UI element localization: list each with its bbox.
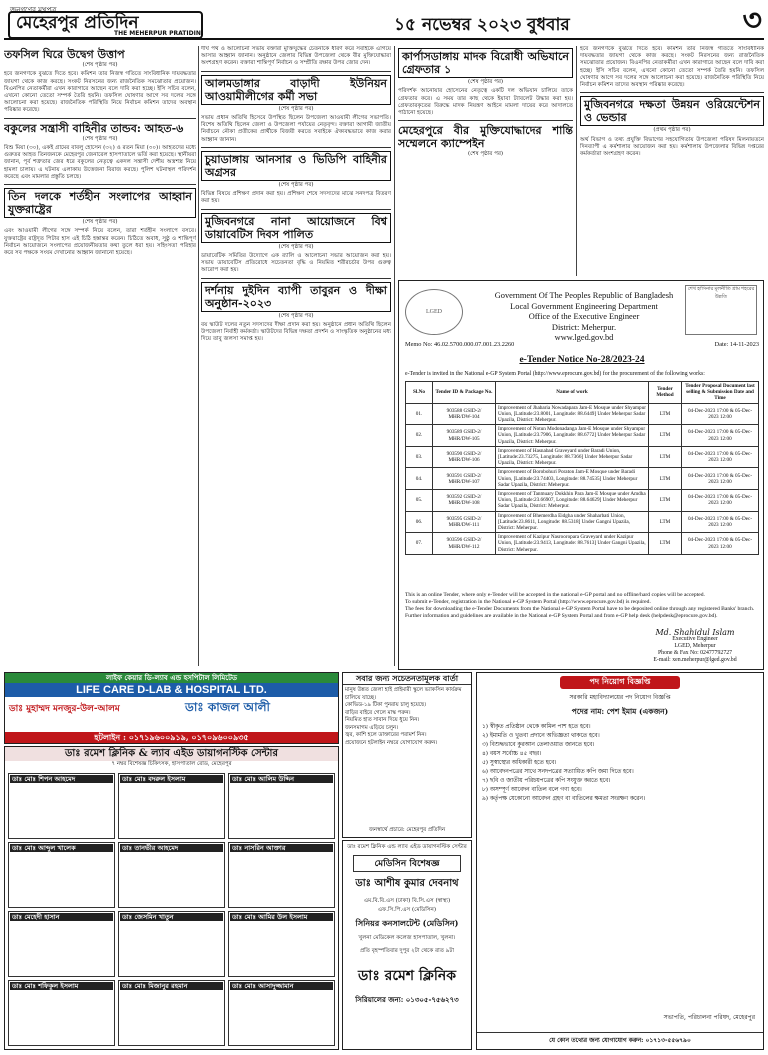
doctor-card <box>228 911 335 977</box>
job-notice: পদ নিয়োগ বিজ্ঞপ্তি সরকারি মহাবিদ্যালয়ের পদ নিয়োগ বিজ্ঞপ্তি পদের নাম: পেশ ইমাম (একজন) ১) স্বীকৃত প্রতিষ্ঠান থেকে কামিল পাশ হতে হবে। ২) ইমামতি ও খুতবা প্রদানে অভিজ্ঞতা থাকতে হবে। ৩) বিশুদ্ধভাবে কুরআন তেলাওয়াত জানতে হবে। ৪) বয়স সর্বোচ্চ ৪৫ বছর। ৫) সুস্বাস্থ্যের অধিকারী হতে হবে। ৬) আবেদনপত্রের সাথে সনদপত্রের সত্যায়িত কপি জমা দিতে হবে। ৭) ছবি ও জাতীয় পরিচয়পত্রের কপি সংযুক্ত করতে হবে। ৮) অসম্পূর্ণ আবেদন বাতিল বলে গণ্য হবে। ৯) কর্তৃপক্ষ যেকোনো আবেদন গ্রহণ বা বাতিলের ক্ষমতা সংরক্ষণ করেন। সভাপতি, পরিচালনা পরিষদ, মেহেরপুর যে কোন তথ্যের জন্য যোগাযোগ করুন: ০১৭১৩-৫৫৬৭৯০ <box>476 672 764 1050</box>
doctor-card <box>228 842 335 908</box>
table-cell: Improvement of Hasnabad Graveyard under Baradi Union, [Latitude:23.73275, Longitude: 88.7366] Under Meherpur Sadar Upazila, District: Meherpur. <box>496 446 649 468</box>
table-header: Tender Method <box>649 382 682 404</box>
notice-item: নিয়মিত হাত সাবান দিয়ে ধুয়ে নিন। <box>345 717 420 723</box>
notice-list <box>343 685 471 749</box>
table-row <box>406 446 759 468</box>
table-cell: LTM <box>649 511 682 533</box>
table-cell: 04-Dec-2023 17:00 & 05-Dec-2023 12:00 <box>682 446 759 468</box>
doctor-name: ডাঃ মেহেদী হাসান <box>10 913 113 921</box>
doctor-name: ডাঃ তানভীর আহমেদ <box>120 844 223 852</box>
continuation-note: (শেষ পৃষ্ঠার পর) <box>82 135 118 142</box>
table-cell: Improvement of Bhemerdha Eidgha under Shaharbati Union, [Latitude:23.8611, Longitude: 88.5318] Under Gangni Upazila, District: Meherpur. <box>496 511 649 533</box>
continuation-note: (শেষ পৃষ্ঠার পর) <box>278 243 314 250</box>
memo-line <box>405 341 759 348</box>
table-cell: LTM <box>649 490 682 512</box>
table-header: Tender Proposal Document last selling & Submission Date and Time <box>682 382 759 404</box>
lifecare-hospital-ad <box>4 672 339 744</box>
table-cell: 903591 GSID-2/ MHR/DW-107 <box>433 468 496 490</box>
doctor-name: ডাঃ মোঃ বদরুল ইসলাম <box>120 775 223 783</box>
table-cell: LTM <box>649 446 682 468</box>
doctor-name: ডাঃ জেসমিন খাতুন <box>120 913 223 921</box>
awareness-notice <box>342 672 472 838</box>
newspaper-name-en: THE MEHERPUR PRATIDIN <box>114 30 201 37</box>
article-body: বিশু মিয়া (৩০), একই গ্রামের বাবলু হোসেন (৩২) ও রতন মিয়া (৩০)। আহতদের মধ্যে গুরুতর আহত তিনজনকে মেহেরপুর জেনারেল হাসপাতালে ভর্তি করা হয়েছে। স্থানীয়রা জানান, পূর্ব শত্রুতার জের ধরে বকুলের নেতৃত্বে একদল সন্ত্রাসী দেশীয় অস্ত্রশস্ত্র নিয়ে হামলা চালায়। এ ঘটনায় এলাকায় উত্তেজনা বিরাজ করছে। পুলিশ ঘটনাস্থল পরিদর্শন করেছে এবং মামলার প্রস্তুতি চলছে। <box>4 145 196 180</box>
table-cell: 01. <box>406 403 433 425</box>
notice-sign: জনস্বার্থে প্রচারে: মেহেরপুর প্রতিদিন <box>368 827 446 833</box>
table-cell: LTM <box>649 425 682 447</box>
portrait-banner: শেখ হাসিনার মূলনীতি গ্রাম শহরের উন্নতি <box>685 285 757 335</box>
table-cell: 903590 GSID-2/ MHR/DW-106 <box>433 446 496 468</box>
doctor-name: ডাঃ নাসরিন আক্তার <box>230 844 333 852</box>
doctor-card <box>8 842 115 908</box>
notice-item: জনসমাগম এড়িয়ে চলুন। <box>345 724 399 731</box>
continuation-note: (শেষ পৃষ্ঠার পর) <box>278 181 314 188</box>
requirement-item: ৯) কর্তৃপক্ষ যেকোনো আবেদন গ্রহণ বা বাতিলের ক্ষমতা সংরক্ষণ করেন। <box>482 796 646 802</box>
headline: মেহেরপুরে বীর মুক্তিযোদ্ধাদের শান্তি সম্মেলনে ক্যাম্পেইন <box>398 124 573 151</box>
table-cell: 06. <box>406 511 433 533</box>
article-body: পরিদর্শক আনোয়ার হোসেনের নেতৃত্বে একটি দল অভিযান চালিয়ে তাকে গ্রেফতার করে। এ সময় তার কাছ থেকে ইয়াবা ট্যাবলেট উদ্ধার করা হয়। গ্রেফতারকৃতের বিরুদ্ধে মাদক নিয়ন্ত্রণ আইনে মামলা দায়ের করে আদালতে পাঠানো হয়েছে। <box>398 88 573 117</box>
right-top-column <box>398 46 573 276</box>
continuation-note: (প্রথম পৃষ্ঠার পর) <box>653 127 691 134</box>
table-cell: 03. <box>406 446 433 468</box>
headline: তফসিল ঘিরে উদ্বেগ উত্তাপ <box>4 48 125 61</box>
article-body: এবং আওয়ামী লীগের সঙ্গে সম্পর্ক নিয়ে বলেন, তারা শর্তহীন সংলাপে বসবে। যুক্তরাষ্ট্রের রাষ্ট্রদূত পিটার হাস এই চিঠি হস্তান্তর করেন। চিঠিতে অবাধ, সুষ্ঠু ও শান্তিপূর্ণ নির্বাচন আয়োজনে সংলাপের প্রয়োজনীয়তার কথা তুলে ধরা হয়। সহিংসতা পরিহার করে সব পক্ষকে সংযম দেখানোর আহ্বান জানানো হয়েছে। <box>4 228 196 257</box>
doctor-name: ডাঃ মোঃ আমির উল ইসলাম <box>230 913 333 921</box>
tender-terms: This is an online Tender, where only e-Tender will be accepted in the national e-GP portal and no offline/hard copies will be accepted. To submit e-Tender, registration in the National e-GP System Portal (http://www.eprocure.gov.bd) is required. The fees for downloading the e-Tender Documents from the National e-GP System Portal have to be deposited online through any registered Banks' branch. Further information and guidelines are available in the National e-GP System Portal and from e-GP help desk (helpdesk@eprocure.gov.bd). <box>405 592 755 619</box>
table-cell: 903592 GSID-2/ MHR/DW-108 <box>433 490 496 512</box>
table-cell: 04-Dec-2023 17:00 & 05-Dec-2023 12:00 <box>682 468 759 490</box>
tender-intro: e-Tender is invited in the National e-GP System Portal (http://www.eprocure.gov.bd) for the procurement of the following works: <box>405 371 705 377</box>
table-header: Name of work <box>496 382 649 404</box>
table-cell: Improvement of Kazipur Nasrooropara Graveyard under Kazipur Union, [Latitude:23.9413, Longitude: 88.7613] Under Gangni Upazila, District: Meherpur. <box>496 533 649 555</box>
doctor-card <box>228 980 335 1046</box>
table-row <box>406 468 759 490</box>
notice-item: জ্বর, কাশি হলে ডাক্তারের পরামর্শ নিন। <box>345 732 427 738</box>
requirement-item: ৪) বয়স সর্বোচ্চ ৪৫ বছর। <box>482 751 542 757</box>
table-cell: LTM <box>649 468 682 490</box>
doctor-name: ডাঃ মোঃ আসাদুজ্জামান <box>230 982 333 990</box>
article-body: হবে জনগণকে বুঝতে দিতে হবে। কমিশন তার নিজস্ব গতিতে সাংবিধানিক দায়বদ্ধতার জায়গা থেকে কাজ করছে। সংকট নিরসনের জন্য রাজনৈতিক সমঝোতার প্রয়োজন। বিএনপির নেতাকর্মীরা এখন কারাগারে আছেন বলে দাবি করা হচ্ছে। ইসি সচিব বলেন, এখনো কোনো তেতো সম্পর্ক তৈরি হয়নি। তফসিল ঘোষণার আগে সব দলের সঙ্গে আলোচনা করা হয়েছে। রাজনৈতিক পরিস্থিতি নিয়ে নির্বাচন কমিশন তাদের অবস্থান পরিষ্কার করেছে। <box>580 46 764 89</box>
table-row <box>406 490 759 512</box>
requirement-item: ৩) বিশুদ্ধভাবে কুরআন তেলাওয়াত জানতে হবে। <box>482 742 595 748</box>
signature-block: Md. Shahidul Islam Executive Engineer LGED, Meherpur Phone & Fax No: 02477792727 E-mail: xen.meherpur@lged.gov.bd <box>635 629 755 664</box>
table-cell: 903589 GSID-2/ MHR/DW-105 <box>433 425 496 447</box>
ad-address: ৭ নম্বর বিশেষজ্ঞ চিকিৎসক, হাসপাতাল রোড, মেহেরপুর <box>111 761 232 767</box>
memo-number: Memo No: 46.02.5700.000.07.001.23.2260 <box>405 341 515 348</box>
job-requirements <box>477 723 763 804</box>
continuation-note: (শেষ পৃষ্ঠার পর) <box>82 219 118 226</box>
table-cell: 903596 GSID-2/ MHR/DW-112 <box>433 533 496 555</box>
doctor-card <box>8 911 115 977</box>
table-cell: Improvement of Jhabaria Nowadapara Jam-E Mosque under Shyampur Union, [Latitude:23.8001, Longitude: 88.6449] Under Meherpur Sadar Upazila, District: Meherpur. <box>496 403 649 425</box>
headline: চুয়াডাঙ্গায় আনসার ও ভিডিপি বাহিনীর অগ্রসর <box>201 151 391 181</box>
doctor-name: ডাঃ আশীষ কুমার দেবনাথ <box>355 878 459 889</box>
continuation-note: (শেষ পৃষ্ঠার পর) <box>278 105 314 112</box>
doctor-card <box>8 773 115 839</box>
clinic-name: ডাঃ রমেশ ক্লিনিক <box>357 968 457 984</box>
headline: আলমডাঙ্গার বাড়াদী ইউনিয়ন আওয়ামীলীগের কর্মী সভা <box>201 75 391 105</box>
table-cell: 04-Dec-2023 17:00 & 05-Dec-2023 12:00 <box>682 490 759 512</box>
notice-item: মানুষ উন্নত জেলা হাই প্রাইমারী স্কুলে ভ্যাকসিন কার্যক্রম চালিয়ে যাচ্ছে। <box>345 687 462 701</box>
job-title: পদ নিয়োগ বিজ্ঞপ্তি <box>560 676 680 689</box>
middle-column <box>201 46 391 668</box>
e-tender-notice <box>398 280 764 670</box>
tender-title: e-Tender Notice No-28/2023-24 <box>519 355 645 365</box>
ad-title: লাইফ কেয়ার ডি-ল্যাব এন্ড হসপিটাল লিমিটেড <box>5 673 338 683</box>
requirement-item: ৭) ছবি ও জাতীয় পরিচয়পত্রের কপি সংযুক্ত করতে হবে। <box>482 778 611 784</box>
requirement-item: ২) ইমামতি ও খুতবা প্রদানে অভিজ্ঞতা থাকতে হবে। <box>482 733 600 739</box>
notice-title: সবার জন্য সচেতনতামূলক বার্তা <box>343 673 471 685</box>
ramesh-clinic-ad <box>4 746 339 1050</box>
requirement-item: ৬) আবেদনপত্রের সাথে সনদপত্রের সত্যায়িত কপি জমা দিতে হবে। <box>482 769 634 775</box>
hotline: হটলাইন : ০১৭১৯৬০০৯১৯, ০১৭০৯৬০০৯৩৫ <box>5 732 338 743</box>
article-body: বিভিন্ন বিষয়ে প্রশিক্ষণ প্রদান করা হয়। প্রশিক্ষণ শেষে সদস্যদের মাঝে সনদপত্র বিতরণ করা হয়। <box>201 191 391 205</box>
table-cell: Improvement of Notun Modonadanga Jam-E Mosque under Shyampur Union, [Latitude:23.7906, Longitude: 88.6772] Under Meherpur Sadar Upazila, District: Meherpur. <box>496 425 649 447</box>
doctor-card <box>118 980 225 1046</box>
doctor-name: ডাঃ কাজল আলী <box>185 700 270 714</box>
doctor-name: ডাঃ মোঃ আব্দুল খালেক <box>10 844 113 852</box>
doctor-card <box>118 842 225 908</box>
left-column <box>4 46 196 668</box>
post-name: পদের নাম: পেশ ইমাম (একজন) <box>571 707 669 716</box>
job-sign: সভাপতি, পরিচালনা পরিষদ, মেহেরপুর <box>663 1014 755 1021</box>
notice-item: কোভিড-১৯ টিকা পুনরায় চালু হয়েছে। <box>345 702 427 708</box>
article-body: দীর্ঘ পথ ও আলোচনা সভায় বক্তারা মুক্তিযুদ্ধের চেতনাকে ধারণ করে সবাইকে এগিয়ে আসার আহ্বান জানান। অনুষ্ঠানে জেলার বিভিন্ন উপজেলা থেকে বীর মুক্তিযোদ্ধারা অংশগ্রহণ করেন। বক্তারা শান্তিপূর্ণ নির্বাচন ও সম্প্রীতি রক্ষার উপর জোর দেন। <box>201 46 391 67</box>
newspaper-logo: মেহেরপুর প্রতিদিন <box>8 11 203 39</box>
headline: মুজিবনগরে নানা আয়োজনে বিশ্ব ডায়াবেটিস দিবস পালিত <box>201 213 391 243</box>
requirement-item: ১) স্বীকৃত প্রতিষ্ঠান থেকে কামিল পাশ হতে হবে। <box>482 724 591 730</box>
notice-item: প্রয়োজনে হটলাইন নম্বরে যোগাযোগ করুন। <box>345 739 438 746</box>
table-cell: 04-Dec-2023 17:00 & 05-Dec-2023 12:00 <box>682 533 759 555</box>
article-body: হবে জনগণকে বুঝতে দিতে হবে। কমিশন তার নিজস্ব গতিতে সাংবিধানিক দায়বদ্ধতার জায়গা থেকে কাজ করছে। সংকট নিরসনের জন্য রাজনৈতিক সমঝোতার প্রয়োজন। বিএনপির নেতাকর্মীরা এখন কারাগারে আছেন বলে দাবি করা হচ্ছে। ইসি সচিব বলেন, এখনো কোনো তেতো সম্পর্ক তৈরি হয়নি। তফসিল ঘোষণার আগে সব দলের সঙ্গে আলোচনা করা হয়েছে। রাজনৈতিক পরিস্থিতি নিয়ে নির্বাচন কমিশন তাদের অবস্থান পরিষ্কার করেছে। <box>4 71 196 114</box>
headline: কার্পাসডাঙ্গায় মাদক বিরোধী অভিযানে গ্রেফতার ১ <box>398 48 573 78</box>
table-cell: 04-Dec-2023 17:00 & 05-Dec-2023 12:00 <box>682 511 759 533</box>
masthead <box>4 4 764 40</box>
requirement-item: ৮) অসম্পূর্ণ আবেদন বাতিল বলে গণ্য হবে। <box>482 787 582 793</box>
table-cell: 04-Dec-2023 17:00 & 05-Dec-2023 12:00 <box>682 425 759 447</box>
article-body: সভায় প্রধান অতিথি হিসেবে উপস্থিত ছিলেন উপজেলা আওয়ামী লীগের সভাপতি। বিশেষ অতিথি ছিলেন জেলা ও উপজেলা পর্যায়ের নেতৃবৃন্দ। বক্তারা আগামী জাতীয় নির্বাচনে নৌকা প্রতীকের প্রার্থীকে বিজয়ী করতে সবাইকে ঐক্যবদ্ধভাবে কাজ করার আহ্বান জানান। <box>201 115 391 143</box>
continuation-note: (শেষ পৃষ্ঠার পর) <box>467 79 503 85</box>
table-header: Sl.No <box>406 382 433 404</box>
ad-title: ডাঃ রমেশ ক্লিনিক & ল্যাব এইড ডায়াগনস্টিক সেন্টার <box>5 747 338 761</box>
table-cell: Improvement of Borobohuri Poraton Jam-E Mosque under Baradi Union, [Latitude:23.74403, Longitude: 88.74535] Under Meherpur Sadar Upazila, District: Meherpur. <box>496 468 649 490</box>
table-cell: LTM <box>649 403 682 425</box>
issue-date: ১৫ নভেম্বর ২০২৩ বুধবার <box>394 15 570 35</box>
table-cell: 04-Dec-2023 17:00 & 05-Dec-2023 12:00 <box>682 403 759 425</box>
table-row <box>406 511 759 533</box>
signature-name: Md. Shahidul Islam <box>655 628 735 637</box>
headline: দর্শনায় দুইদিন ব্যাপী তাবুরন ও দীক্ষা অনুষ্ঠান-২০২৩ <box>201 282 391 312</box>
right-top-column-2 <box>580 46 764 276</box>
doctor-card <box>118 911 225 977</box>
table-row <box>406 425 759 447</box>
masthead-tagline: জনগণের মুখপত্র <box>10 6 57 14</box>
headline: বকুলের সন্ত্রাসী বাহিনীর তান্ডব: আহত-৬ <box>4 121 184 135</box>
doctor-name: ডাঃ মোঃ শফিকুল ইসলাম <box>10 982 113 990</box>
table-cell: Improvement of Tanmuary Dokkhin Para Jam-E Mosque under Amdha Union, [Latitude:23.66907, Longitude: 88.64629] Under Meherpur Sadar Upazila, District: Meherpur. <box>496 490 649 512</box>
table-cell: LTM <box>649 533 682 555</box>
doctor-card <box>118 773 225 839</box>
table-cell: 02. <box>406 425 433 447</box>
table-row <box>406 403 759 425</box>
memo-date: Date: 14-11-2023 <box>714 341 759 348</box>
notice-item: বাড়ির বাইরে গেলে মাস্ক পরুন। <box>345 709 411 716</box>
table-cell: 07. <box>406 533 433 555</box>
doctor-name: ডাঃ মোঃ মিজানুর রহমান <box>120 982 223 990</box>
table-cell: 04. <box>406 468 433 490</box>
specialty: মেডিসিন বিশেষজ্ঞ <box>353 855 461 872</box>
doctor-card <box>228 773 335 839</box>
table-cell: 903595 GSID-2/ MHR/DW-111 <box>433 511 496 533</box>
continuation-note: (শেষ পৃষ্ঠার পর) <box>278 312 314 319</box>
page-number: ৩ <box>742 4 762 38</box>
article-body: ডায়াবেটিক সমিতির উদ্যোগে এক র‍্যালি ও আলোচনা সভার আয়োজন করা হয়। সভায় ডায়াবেটিস প্রতিরোধে সচেতনতা বৃদ্ধি ও নিয়মিত শরীরচর্চার উপর গুরুত্ব আরোপ করা হয়। <box>201 253 391 274</box>
table-cell: 05. <box>406 490 433 512</box>
ad-title-en: LIFE CARE D-LAB & HOSPITAL LTD. <box>5 683 338 697</box>
continuation-note: (শেষ পৃষ্ঠার পর) <box>467 151 503 158</box>
article-body: বয় স্কাউট দলের নতুন সদস্যদের দীক্ষা প্রদান করা হয়। অনুষ্ঠানে প্রধান অতিথি ছিলেন উপজেলা নির্বাহী কর্মকর্তা। স্কাউটদের বিভিন্ন দক্ষতা প্রদর্শন ও সাংস্কৃতিক অনুষ্ঠানের মধ্য দিয়ে তাবু জলসা সমাপ্ত হয়। <box>201 322 391 343</box>
headline: মুজিবনগরে দক্ষতা উন্নয়ন ওরিয়েন্টেশন ও ভেন্ডার <box>580 96 764 126</box>
job-contact: যে কোন তথ্যের জন্য যোগাযোগ করুন: ০১৭১৩-৫৫৬৭৯০ <box>477 1032 763 1046</box>
doctor-card <box>8 980 115 1046</box>
table-row <box>406 533 759 555</box>
table-header: Tender ID & Package No. <box>433 382 496 404</box>
article-body: অর্থ বিভাগ ও তথ্য প্রযুক্তি বিভাগের সহযোগিতায় উপজেলা পরিষদ মিলনায়তনে দিনব্যাপী এ কর্মশালার আয়োজন করা হয়। কর্মশালায় উপজেলার বিভিন্ন দপ্তরের কর্মকর্তারা অংশগ্রহণ করেন। <box>580 136 764 158</box>
government-header: Government Of The Peoples Republic of Bangladesh Local Government Engineering Department Office of the Executive Engineer District: Meherpur. www.lged.gov.bd <box>494 291 674 342</box>
continuation-note: (শেষ পৃষ্ঠার পর) <box>82 62 118 68</box>
doctor-ashish-ad: ডাঃ রমেশ ক্লিনিক এন্ড ল্যাব এইড ডায়াগনস্টিক সেন্টার মেডিসিন বিশেষজ্ঞ ডাঃ আশীষ কুমার দেবনাথ এম.বি.বি.এস (ঢাকা) বি.সি.এস (স্বাস্থ্য) এফ.সি.পি.এস (মেডিসিন) সিনিয়র কনসালটেন্ট (মেডিসিন) খুলনা মেডিকেল কলেজ হাসপাতাল, খুলনা। প্রতি বৃহস্পতিবার দুপুর ২টা থেকে রাত ৯টা ডাঃ রমেশ ক্লিনিক সিরিয়ালের জন্য: ০১৩০৫-৭৫৬২৭৩ <box>342 840 472 1050</box>
table-cell: 903588 GSID-2/ MHR/DW-104 <box>433 403 496 425</box>
lged-seal-icon: LGED <box>405 289 463 335</box>
doctor-name: ডাঃ মোঃ শিপন আহমেদ <box>10 775 113 783</box>
serial-phone: সিরিয়ালের জন্য: ০১৩০৫-৭৫৬২৭৩ <box>355 995 459 1004</box>
doctor-name: ডাঃ মুহাম্মদ মনজুর-উল-আলম <box>9 704 120 714</box>
headline: তিন দলকে শর্তহীন সংলাপের আহ্বান যুক্তরাষ্ট্রের <box>4 188 196 218</box>
tender-table <box>405 381 759 555</box>
requirement-item: ৫) সুস্বাস্থ্যের অধিকারী হতে হবে। <box>482 760 557 766</box>
doctor-name: ডাঃ মোঃ আলিম উদ্দিন <box>230 775 333 783</box>
